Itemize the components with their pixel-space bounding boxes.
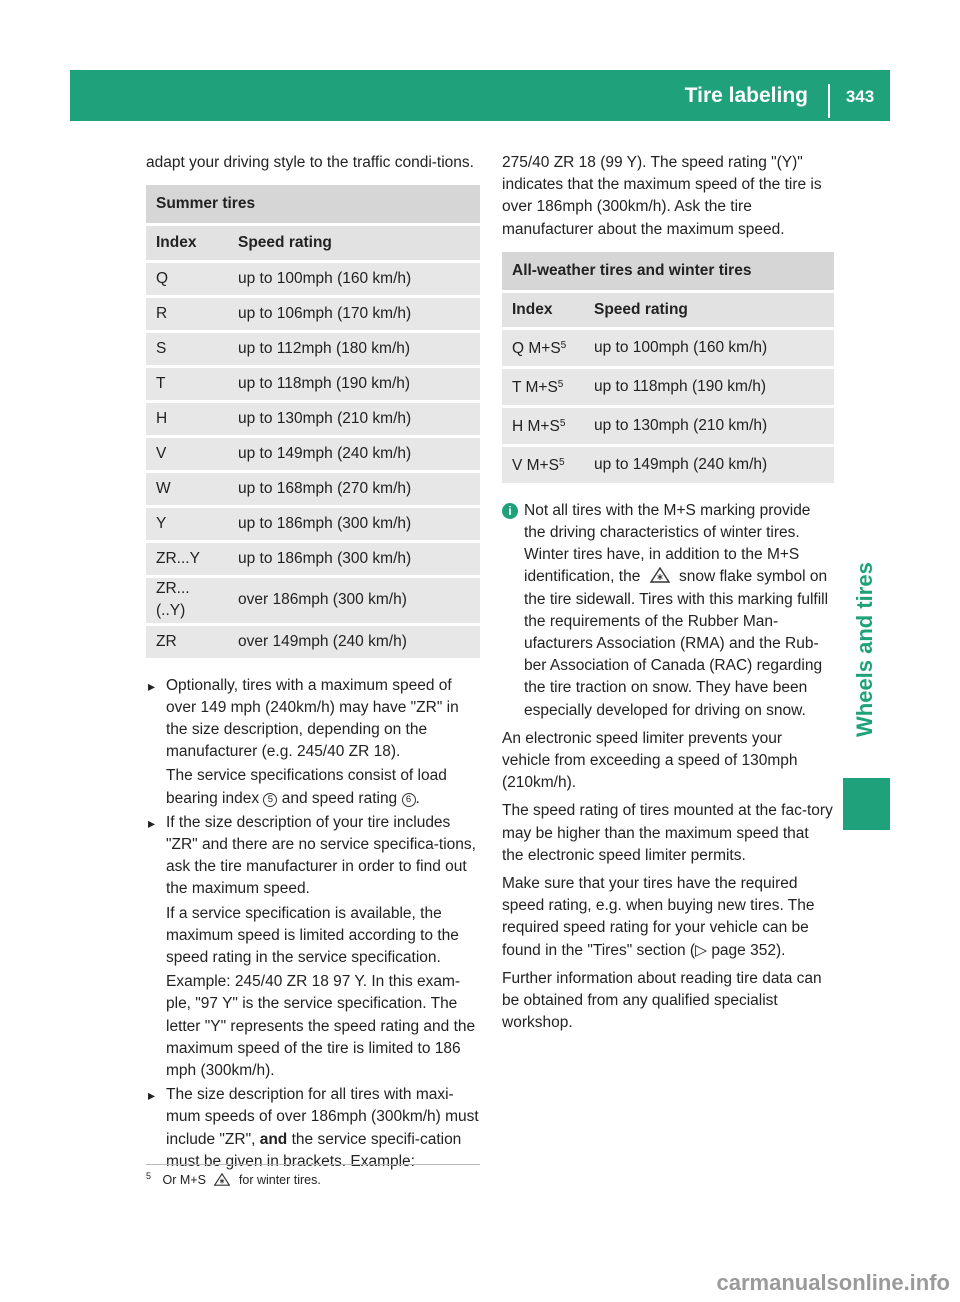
bullet-subtext — [166, 765, 480, 809]
info-note — [502, 500, 834, 722]
text-span: The service specifications consist of load bearing index — [166, 767, 447, 807]
paragraph — [502, 873, 834, 962]
index-text: T M+S — [512, 379, 558, 397]
footnote-ref[interactable]: 5 — [559, 418, 566, 430]
header-bar — [70, 70, 890, 121]
table-row — [146, 508, 480, 540]
paragraph: An electronic speed limiter prevents your vehicle from exceeding a speed of 130mph (210km/h). — [502, 729, 798, 792]
cell-index: H — [146, 403, 228, 435]
info-text: snow flake symbol on the tire sidewall. Tires with this marking fulfill the requirements of the Rubber Man-ufacturers Association (RMA) and the Rub-ber Association of Canada (RAC) regarding the tire traction on snow. They have been especially developed for driving on snow. — [524, 568, 829, 719]
cell-speed: over 186mph (300 km/h) — [228, 578, 480, 622]
index-text: V M+S — [512, 457, 559, 475]
table-row — [146, 543, 480, 575]
cell-index: ZR...(..Y) — [146, 578, 228, 622]
cell-index — [502, 447, 584, 483]
cell-speed: up to 149mph (240 km/h) — [228, 438, 480, 470]
mountain-snowflake-icon — [213, 1172, 231, 1187]
cell-speed: up to 130mph (210 km/h) — [228, 403, 480, 435]
text-span: The size description for all tires with maxi-mum speeds of over 186mph (300km/h) must include "ZR", — [166, 1086, 479, 1148]
footnote-ref[interactable]: 5 — [557, 379, 564, 391]
bullet-text: ▸ Optionally, tires with a maximum speed of over 149 mph (240km/h) may have "ZR" in the size description, depending on the manufacturer (e.g. 245/40 ZR 18). — [166, 676, 459, 761]
paragraph: Further information about reading tire data can be obtained from any qualified specialist workshop. — [502, 969, 822, 1032]
table-row — [146, 368, 480, 400]
column-header-speed: Speed rating — [228, 226, 480, 260]
cell-speed: up to 106mph (170 km/h) — [228, 298, 480, 330]
cell-index: W — [146, 473, 228, 505]
list-item — [146, 675, 480, 810]
table-row — [146, 626, 480, 658]
table-row — [502, 330, 834, 366]
cell-index: V — [146, 438, 228, 470]
continuation-text: 275/40 ZR 18 (99 Y). The speed rating "(Y)" indicates that the maximum speed of the tire is over 186mph (300km/h). Ask the tire manufacturer about the maximum speed. — [502, 154, 822, 238]
cell-index: Q — [146, 263, 228, 295]
page-number: 343 — [845, 87, 875, 106]
table-row — [146, 438, 480, 470]
info-text: Not all tires with the M+S marking provide the driving characteristics of winter tires. Winter tires have, in addition to the M+S identification, the — [524, 501, 811, 586]
intro-text: adapt your driving style to the traffic condi-tions. — [146, 154, 474, 171]
list-item — [146, 812, 480, 1082]
cell-speed: up to 118mph (190 km/h) — [228, 368, 480, 400]
column-header-index: Index — [502, 293, 584, 327]
text-span: . — [415, 789, 420, 807]
cell-speed: up to 186mph (300 km/h) — [228, 508, 480, 540]
watermark: carmanualsonline.info — [716, 1270, 950, 1295]
right-column — [502, 152, 834, 1040]
bullet-text — [166, 1084, 480, 1173]
footnote — [146, 1164, 480, 1189]
table-row — [146, 333, 480, 365]
cell-speed: up to 100mph (160 km/h) — [584, 330, 834, 366]
index-text: Q M+S — [512, 340, 561, 358]
cell-index — [502, 369, 584, 405]
cell-index: ZR...Y — [146, 543, 228, 575]
table-row — [146, 403, 480, 435]
table-row — [146, 298, 480, 330]
cell-index — [502, 330, 584, 366]
text-span: ). — [775, 941, 786, 959]
index-text: H M+S — [512, 418, 560, 436]
column-header-index: Index — [146, 226, 228, 260]
cell-index: S — [146, 333, 228, 365]
bullet-text: ▸ If the size description of your tire includes "ZR" and there are no service specifica-tions, ask the tire manufacturer in order to find out the maximum speed. — [166, 813, 476, 898]
summer-tires-table — [146, 182, 480, 660]
section-title: Tire labeling — [684, 84, 808, 107]
chapter-tab-marker — [843, 778, 890, 830]
cell-speed: up to 186mph (300 km/h) — [228, 543, 480, 575]
text-span: Make sure that your tires have the required speed rating, e.g. when buying new tires. The required speed rating for your vehicle can be found in the "Tires" section ( — [502, 875, 815, 959]
marker-5-icon: 5 — [263, 793, 277, 807]
column-header-speed: Speed rating — [584, 293, 834, 327]
mountain-snowflake-icon — [649, 566, 671, 584]
cell-speed: up to 100mph (160 km/h) — [228, 263, 480, 295]
bullet-list — [146, 675, 480, 1173]
table-row — [146, 473, 480, 505]
cell-speed: up to 168mph (270 km/h) — [228, 473, 480, 505]
info-icon: i — [502, 503, 518, 519]
cell-speed: up to 112mph (180 km/h) — [228, 333, 480, 365]
text-span: the service specifi-cation must be given in brackets. Example: — [166, 1130, 462, 1170]
footnote-ref[interactable]: 5 — [558, 457, 565, 469]
cell-index: ZR — [146, 626, 228, 658]
footnote-text: Or M+S — [162, 1173, 206, 1188]
table-caption: All-weather tires and winter tires — [502, 252, 834, 290]
cell-speed: up to 149mph (240 km/h) — [584, 447, 834, 483]
table-caption: Summer tires — [146, 185, 480, 223]
paragraph: The speed rating of tires mounted at the fac-tory may be higher than the maximum speed that the electronic speed limiter permits. — [502, 802, 833, 864]
winter-tires-table — [502, 249, 834, 486]
cell-speed: up to 130mph (210 km/h) — [584, 408, 834, 444]
list-item — [146, 1084, 480, 1173]
chapter-tab-label[interactable]: Wheels and tires — [852, 562, 877, 738]
bullet-subtext: If a service specification is available, the maximum speed is limited according to the speed rating in the service specification. — [166, 904, 459, 967]
cell-index: Y — [146, 508, 228, 540]
footnote-number: 5 — [146, 1171, 152, 1181]
cell-index: R — [146, 298, 228, 330]
footnote-text: for winter tires. — [238, 1173, 321, 1188]
table-row — [502, 408, 834, 444]
cell-index: T — [146, 368, 228, 400]
cell-speed: over 149mph (240 km/h) — [228, 626, 480, 658]
table-row — [502, 447, 834, 483]
table-row — [146, 578, 480, 622]
page-ref-arrow-icon: ▷ — [695, 941, 707, 959]
marker-6-icon: 6 — [402, 793, 416, 807]
cell-index — [502, 408, 584, 444]
table-row — [502, 369, 834, 405]
bold-text: and — [259, 1130, 288, 1148]
cell-speed: up to 118mph (190 km/h) — [584, 369, 834, 405]
table-row — [146, 263, 480, 295]
left-column — [146, 152, 480, 1175]
bullet-subtext: Example: 245/40 ZR 18 97 Y. In this exam-ple, "97 Y" is the service specification. The letter "Y" represents the speed rating and the maximum speed of the tire is limited to 186 mph (300km/h). — [166, 973, 476, 1080]
page-reference-link[interactable]: page 352 — [711, 941, 776, 959]
text-span: and speed rating — [281, 789, 398, 807]
footnote-ref[interactable]: 5 — [560, 340, 567, 352]
